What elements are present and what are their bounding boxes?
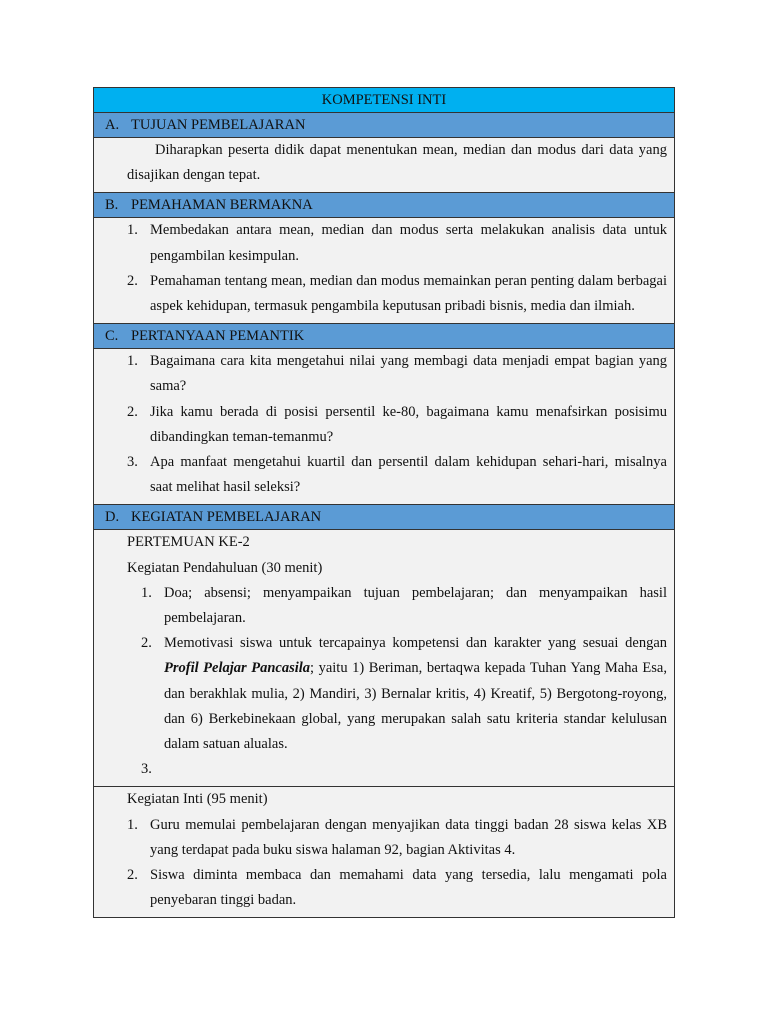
list-item-text: Doa; absensi; menyampaikan tujuan pembelajaran; dan menyampaikan hasil pembelajaran. [164, 584, 667, 627]
list-item [127, 631, 667, 757]
list-number: 2. [127, 867, 138, 884]
title-row [94, 88, 675, 113]
section-letter: B. [105, 197, 119, 214]
list-item [127, 863, 667, 913]
list-item-text: Siswa diminta membaca dan memahami data yang tersedia, lalu mengamati pola penyebaran tinggi badan. [150, 867, 667, 909]
list-item [127, 269, 667, 319]
list-number: 1. [127, 353, 138, 370]
section-heading: PEMAHAMAN BERMAKNA [131, 197, 313, 214]
list-number: 3. [141, 761, 152, 778]
core-activity-list [127, 813, 667, 914]
section-letter: D. [105, 509, 120, 526]
section-d-body-intro [94, 530, 675, 787]
section-c-body [94, 349, 675, 505]
section-heading: PERTANYAAN PEMANTIK [131, 328, 305, 345]
profil-pelajar-pancasila-emphasis: Profil Pelajar Pancasila [164, 660, 311, 677]
intro-activity-list [127, 581, 667, 783]
section-d-header [94, 505, 675, 530]
list-item [127, 349, 667, 399]
list-item [127, 757, 667, 782]
section-b-body [94, 218, 675, 324]
list-number: 1. [141, 584, 152, 601]
section-heading: TUJUAN PEMBELAJARAN [131, 117, 306, 133]
list-item [127, 581, 667, 631]
list-item-text: Memotivasi siswa untuk tercapainya kompetensi dan karakter yang sesuai dengan [164, 635, 667, 652]
intro-activity-heading: Kegiatan Pendahuluan (30 menit) [127, 559, 323, 576]
list-item [127, 218, 667, 268]
list-item-text: Apa manfaat mengetahui kuartil dan persentil dalam kehidupan sehari-hari, misalnya saat melihat hasil seleksi? [150, 454, 667, 496]
meeting-label: PERTEMUAN KE-2 [127, 534, 250, 551]
section-d-body-core [94, 787, 675, 918]
section-a-header [94, 113, 675, 138]
objective-paragraph: Diharapkan peserta didik dapat menentukan mean, median dan modus dari data yang disajikan dengan tepat. [127, 142, 667, 184]
list-item-text: Bagaimana cara kita mengetahui nilai yang membagi data menjadi empat bagian yang sama? [150, 353, 667, 395]
section-letter: C. [105, 328, 119, 345]
list-number: 2. [127, 272, 138, 289]
section-a-body [94, 138, 675, 193]
list-number: 2. [127, 403, 138, 420]
list-number: 3. [127, 454, 138, 471]
kompetensi-inti-table [93, 87, 675, 918]
list-item [127, 450, 667, 500]
list-item-text: Jika kamu berada di posisi persentil ke-80, bagaimana kamu menafsirkan posisimu dibandingkan teman-temanmu? [150, 403, 667, 445]
core-activity-heading: Kegiatan Inti (95 menit) [127, 791, 268, 808]
table-title: KOMPETENSI INTI [94, 88, 675, 113]
section-b-header [94, 193, 675, 218]
list-item [127, 400, 667, 450]
meaningful-understanding-list [127, 218, 667, 319]
section-heading: KEGIATAN PEMBELAJARAN [131, 509, 322, 526]
trigger-questions-list [127, 349, 667, 500]
list-item-text: Membedakan antara mean, median dan modus serta melakukan analisis data untuk pengambilan kesimpulan. [150, 222, 667, 264]
list-number: 2. [141, 635, 152, 652]
list-item-text: Pemahaman tentang mean, median dan modus memainkan peran penting dalam berbagai aspek kehidupan, termasuk pengambila keputusan pribadi bisnis, media dan ilmiah. [150, 272, 667, 315]
list-item-text: Guru memulai pembelajaran dengan menyajikan data tinggi badan 28 siswa kelas XB yang terdapat pada buku siswa halaman 92, bagian Aktivitas 4. [150, 816, 667, 858]
list-number: 1. [127, 222, 138, 239]
list-item [127, 813, 667, 863]
list-item-text-continued: ; yaitu 1) Beriman, bertaqwa kepada Tuhan Yang Maha Esa, dan berakhlak mulia, 2) Mandiri, 3) Bernalar kritis, 4) Kreatif, 5) Bergotong-royong, dan 6) Berkebinekaan global, yang merupakan salah satu kriteria standar kelulusan dalam satuan alualas. [164, 660, 667, 753]
section-c-header [94, 324, 675, 349]
list-number: 1. [127, 816, 138, 833]
section-letter: A. [105, 117, 120, 133]
